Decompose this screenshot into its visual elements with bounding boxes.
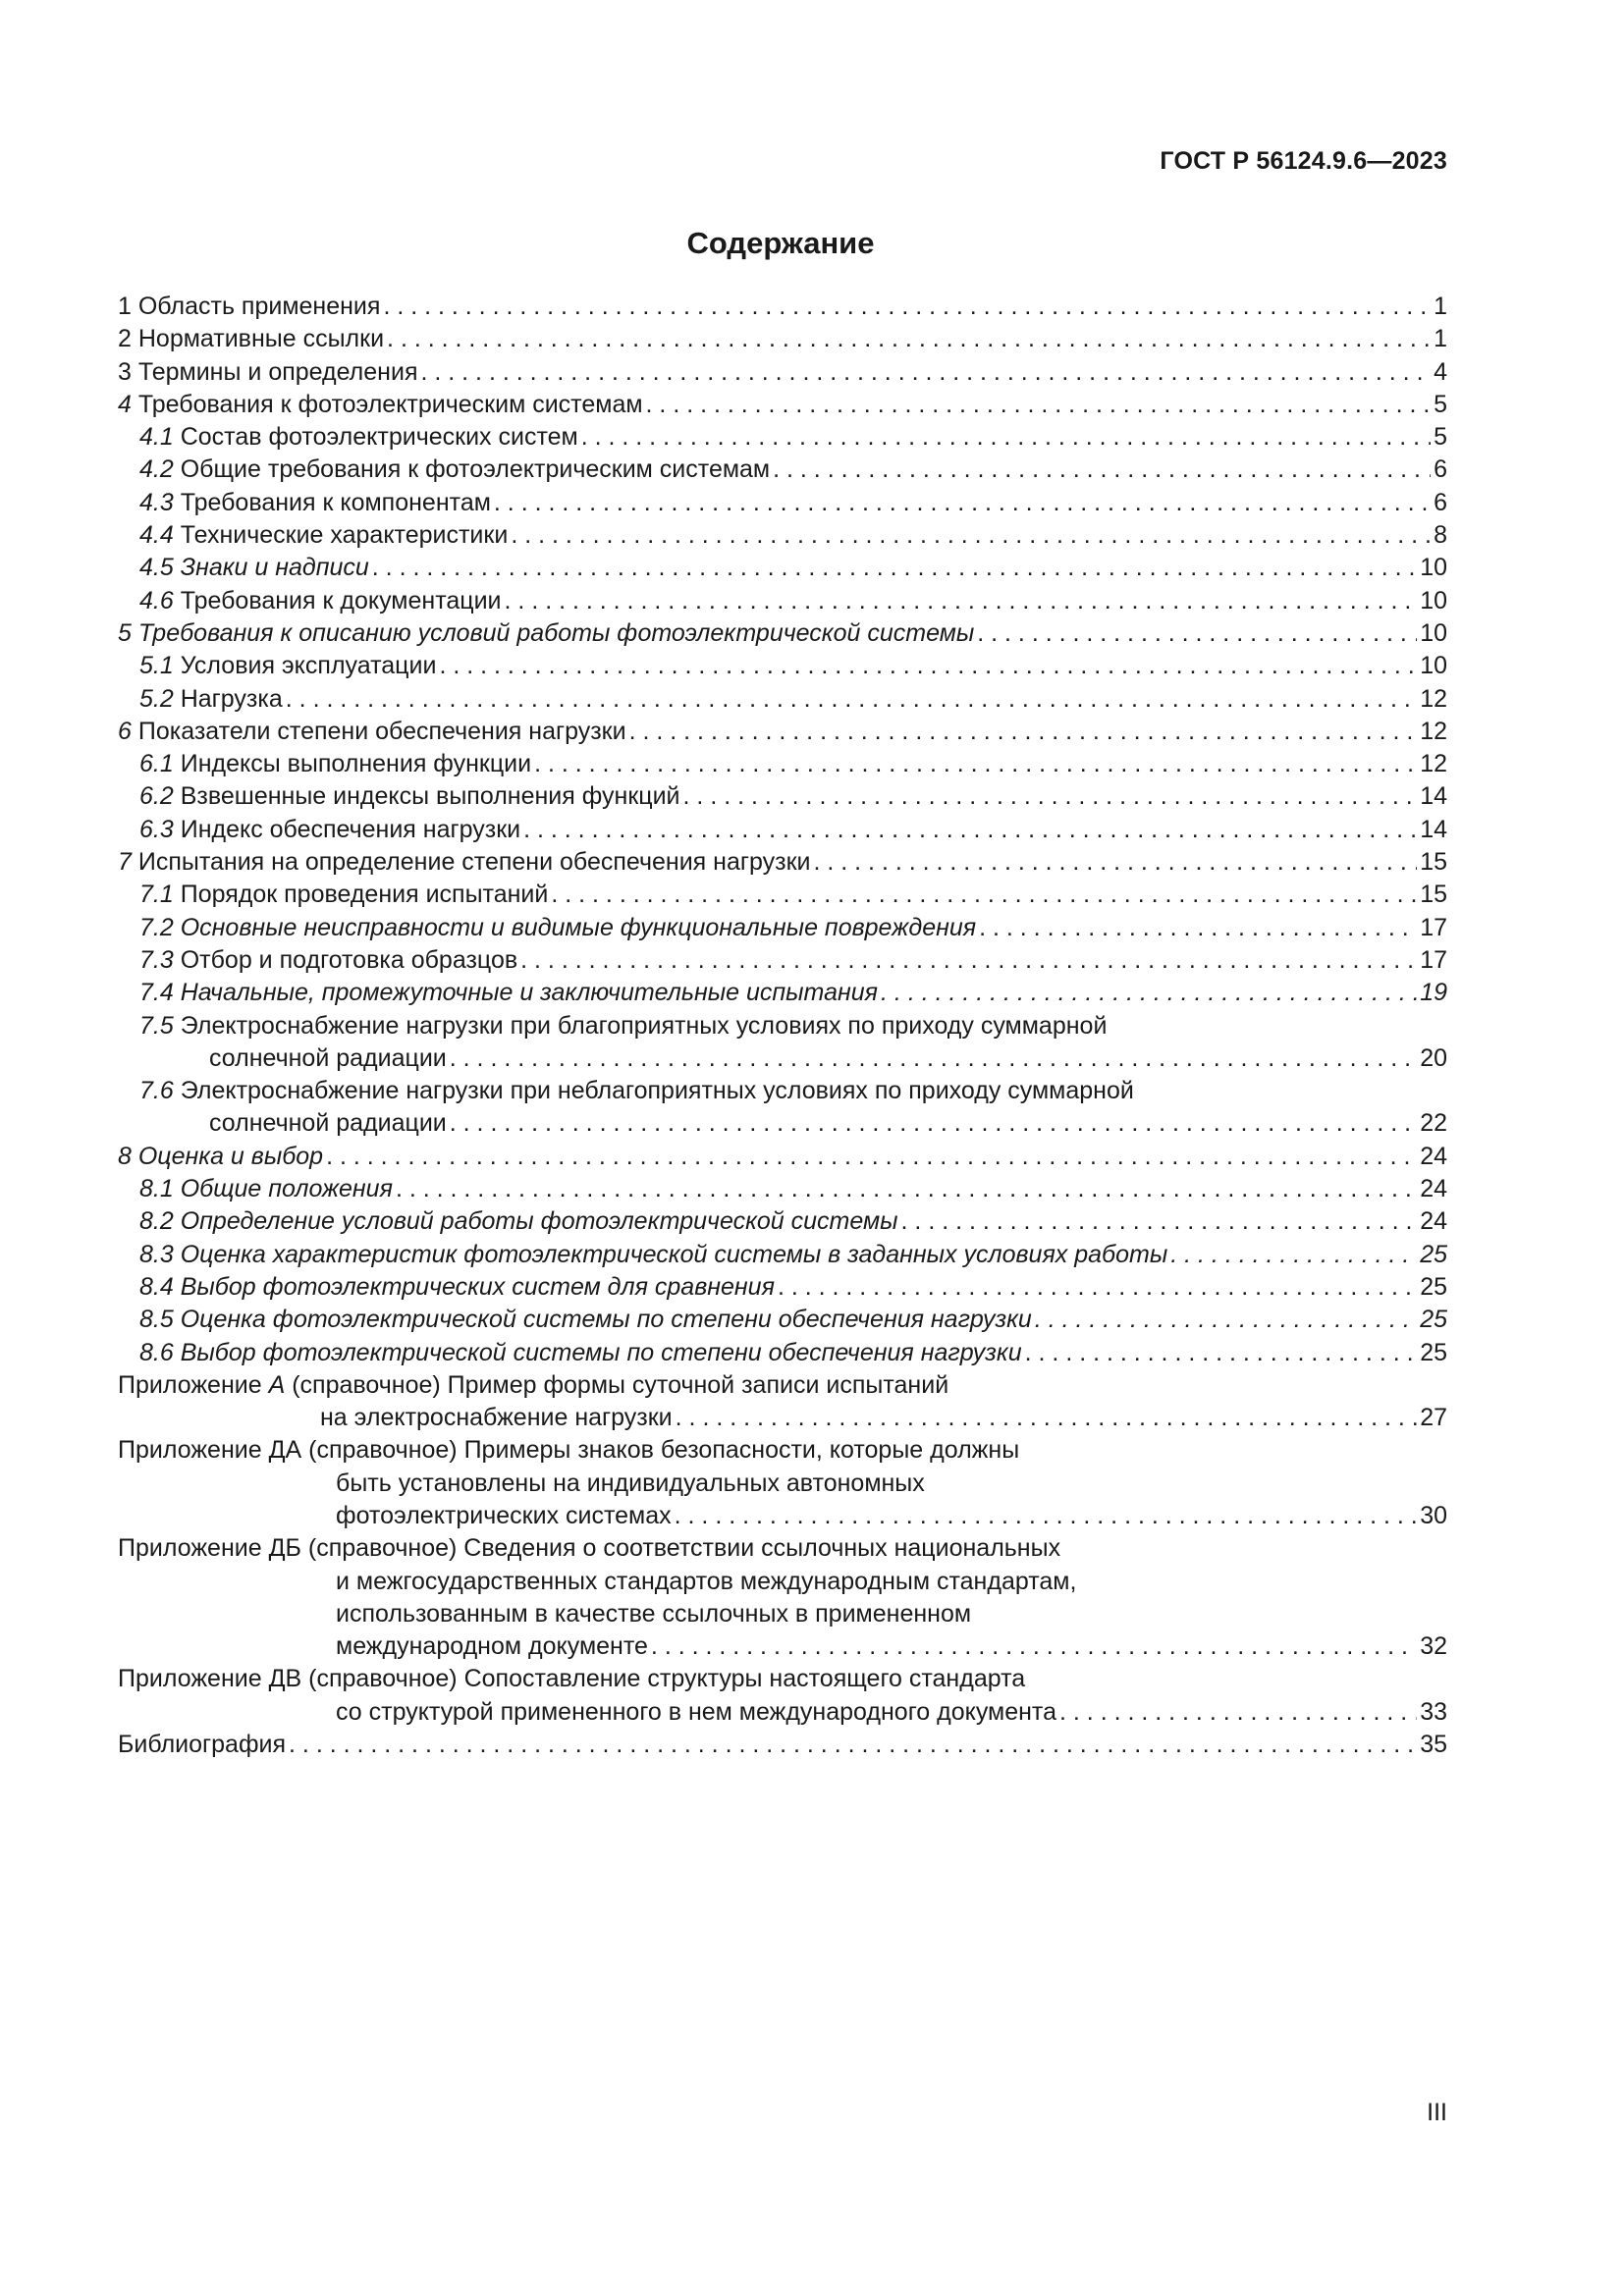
toc-number: 7.5 [139,1011,174,1040]
toc-page: 15 [1420,848,1447,877]
appendix-letter: А [268,1370,286,1399]
toc-title: Начальные, промежуточные и заключительные испытания [180,979,879,1007]
toc-entry-2[interactable] [118,323,1447,355]
toc-title: Оценка и выбор [137,1142,324,1170]
toc-leader [979,912,1417,944]
toc-leader [387,323,1431,355]
toc-page: 10 [1420,586,1447,614]
toc-page: 4 [1434,357,1447,386]
appendix-title: (справочное) Сведения о соответствии ссылочных национальных [307,1534,1061,1563]
toc-number: 4.5 [139,554,174,582]
toc-number: 5.1 [139,652,174,680]
toc-leader [511,519,1431,552]
toc-title: Показатели степени обеспечения нагрузки [137,717,626,745]
toc-title: Порядок проведения испытаний [180,881,549,909]
toc-title: Оценка характеристик фотоэлектрической системы в заданных условиях работы [180,1240,1168,1268]
toc-leader [651,1630,1417,1663]
toc-entry-8-6[interactable] [118,1337,1447,1369]
appendix-title-continuation: быть установлены на индивидуальных автономных [336,1468,925,1497]
appendix-prefix: Приложение [118,1370,262,1399]
toc-title: Испытания на определение степени обеспечения нагрузки [137,848,811,877]
toc-entry-4-5[interactable] [118,552,1447,584]
page-title: Содержание [686,226,875,260]
toc-leader [534,748,1417,780]
toc-leader [551,879,1417,911]
toc-page: 20 [1420,1043,1447,1072]
toc-leader [286,683,1417,716]
toc-page: 25 [1420,1306,1447,1334]
toc-title: Нормативные ссылки [137,325,385,353]
toc-appendix-da[interactable] [118,1434,1447,1532]
toc-page: 6 [1434,455,1447,484]
toc-leader [523,814,1417,846]
toc-entry-6-1[interactable] [118,748,1447,780]
appendix-prefix: Приложение ДА [118,1436,302,1465]
toc-page: 25 [1420,1338,1447,1366]
toc-page: 35 [1420,1731,1447,1759]
toc-title-continuation: солнечной радиации [209,1043,447,1072]
toc-page: 12 [1420,684,1447,713]
toc-leader [675,1500,1418,1532]
toc-title: Индексы выполнения функции [180,750,532,778]
toc-leader [420,356,1431,389]
toc-entry-4-1[interactable] [118,421,1447,454]
toc-page: 24 [1420,1142,1447,1170]
toc-page: 25 [1420,1272,1447,1301]
toc-leader [881,977,1417,1009]
toc-number: 2 [118,325,132,353]
appendix-title: (справочное) Примеры знаков безопасности, которые должны [308,1436,1020,1465]
toc-appendix-a[interactable] [118,1369,1447,1435]
toc-number: 5.2 [139,684,174,713]
toc-entry-8-2[interactable] [118,1205,1447,1238]
toc-number: 3 [118,357,132,386]
toc-page: 17 [1420,945,1447,974]
toc-title: Индекс обеспечения нагрузки [180,815,521,843]
toc-title: Знаки и надписи [180,554,369,582]
toc-number: 5 [118,618,132,647]
toc-page: 33 [1420,1697,1447,1726]
toc-entry-1[interactable] [118,291,1447,323]
toc-title: Условия эксплуатации [180,652,437,680]
toc-page: 24 [1420,1175,1447,1203]
toc-number: 4 [118,390,132,418]
toc-page: 5 [1434,423,1447,452]
toc-title: Выбор фотоэлектрических систем для сравнения [180,1272,775,1301]
toc-bibliography[interactable] [118,1729,1447,1761]
toc-entry-8-5[interactable] [118,1304,1447,1336]
toc-appendix-dv[interactable] [118,1663,1447,1729]
toc-page: 19 [1420,979,1447,1007]
toc-entry-7-1[interactable] [118,879,1447,911]
toc-title: Определение условий работы фотоэлектрической системы [180,1207,898,1236]
toc-number: 4.1 [139,423,174,452]
toc-leader [383,291,1431,323]
toc-title: Взвешенные индексы выполнения функций [180,782,680,811]
toc-entry-7-5[interactable] [118,1010,1447,1076]
toc-number: 8.2 [139,1207,174,1236]
toc-entry-8[interactable] [118,1141,1447,1173]
toc-page: 17 [1420,913,1447,941]
document-id: ГОСТ Р 56124.9.6—2023 [1160,147,1447,175]
page-number: III [1427,2099,1447,2126]
toc-title: Электроснабжение нагрузки при неблагоприятных условиях по приходу суммарной [180,1077,1134,1105]
toc-entry-8-3[interactable] [118,1239,1447,1271]
toc-leader [1170,1239,1417,1271]
toc-entry-8-1[interactable] [118,1173,1447,1205]
toc-page: 25 [1420,1240,1447,1268]
appendix-title: (справочное) Сопоставление структуры настоящего стандарта [308,1665,1026,1693]
toc-entry-5[interactable] [118,617,1447,650]
toc-leader [629,716,1418,748]
toc-page: 30 [1420,1501,1447,1529]
table-of-contents [118,291,1447,1761]
toc-number: 7.1 [139,881,174,909]
toc-number: 8 [118,1142,132,1170]
toc-entry-7-4[interactable] [118,977,1447,1009]
toc-number: 8.6 [139,1338,174,1366]
toc-page: 14 [1420,815,1447,843]
appendix-title-continuation: со структурой примененного в нем международного документа [336,1697,1057,1726]
toc-title: Библиография [118,1731,287,1759]
toc-number: 6 [118,717,132,745]
toc-leader [450,1107,1417,1140]
appendix-prefix: Приложение ДБ [118,1534,301,1563]
toc-leader [372,552,1417,584]
toc-entry-7[interactable] [118,846,1447,879]
toc-leader [778,1271,1417,1304]
appendix-title-continuation: фотоэлектрических системах [336,1501,672,1529]
toc-entry-4-2[interactable] [118,454,1447,486]
toc-number: 4.6 [139,586,174,614]
toc-leader [646,389,1432,421]
toc-number: 7.4 [139,979,174,1007]
toc-number: 6.1 [139,750,174,778]
toc-title: Требования к описанию условий работы фотоэлектрической системы [137,618,975,647]
toc-number: 7.3 [139,945,174,974]
toc-number: 6.3 [139,815,174,843]
toc-entry-7-3[interactable] [118,944,1447,977]
toc-title: Технические характеристики [180,521,509,550]
toc-entry-8-4[interactable] [118,1271,1447,1304]
appendix-title-continuation: и межгосударственных стандартов международным стандартам, [336,1567,1077,1595]
toc-entry-7-6[interactable] [118,1075,1447,1141]
toc-leader [520,944,1417,977]
toc-number: 4.4 [139,521,174,550]
toc-title-continuation: солнечной радиации [209,1109,447,1138]
toc-leader [901,1205,1418,1238]
toc-number: 4.3 [139,488,174,516]
toc-title: Состав фотоэлектрических систем [180,423,578,452]
toc-title: Нагрузка [180,684,283,713]
toc-title: Основные неисправности и видимые функциональные повреждения [180,913,977,941]
toc-entry-4-4[interactable] [118,519,1447,552]
toc-title: Отбор и подготовка образцов [180,945,518,974]
toc-leader [977,617,1417,650]
toc-entry-3[interactable] [118,356,1447,389]
toc-title: Область применения [137,293,381,320]
toc-number: 4.2 [139,455,174,484]
toc-page: 8 [1434,521,1447,550]
toc-entry-5-2[interactable] [118,683,1447,716]
toc-entry-6-3[interactable] [118,814,1447,846]
toc-number: 8.4 [139,1272,174,1301]
toc-number: 8.3 [139,1240,174,1268]
toc-title: Требования к компонентам [180,488,491,516]
toc-page: 5 [1434,390,1447,418]
appendix-title: (справочное) Пример формы суточной записи испытаний [292,1370,949,1399]
toc-page: 24 [1420,1207,1447,1236]
toc-entry-4-3[interactable] [118,487,1447,519]
toc-leader [505,585,1418,617]
toc-title: Общие требования к фотоэлектрическим системам [180,455,771,484]
appendix-title-continuation: использованным в качестве ссылочных в примененном [336,1599,972,1628]
toc-leader [289,1729,1417,1761]
toc-title: Требования к документации [180,586,502,614]
toc-appendix-db[interactable] [118,1532,1447,1663]
toc-number: 8.5 [139,1306,174,1334]
toc-entry-4-6[interactable] [118,585,1447,617]
toc-number: 1 [118,293,132,320]
toc-number: 6.2 [139,782,174,811]
toc-title: Требования к фотоэлектрическим системам [137,390,643,418]
toc-page: 1 [1434,293,1447,320]
toc-page: 22 [1420,1109,1447,1138]
appendix-title-continuation: на электроснабжение нагрузки [320,1404,673,1432]
toc-title: Термины и определения [137,357,418,386]
toc-title: Электроснабжение нагрузки при благоприятных условиях по приходу суммарной [180,1011,1108,1040]
toc-number: 7 [118,848,132,877]
toc-page: 10 [1420,554,1447,582]
toc-page: 10 [1420,652,1447,680]
toc-entry-6-2[interactable] [118,780,1447,813]
toc-page: 10 [1420,618,1447,647]
toc-entry-6[interactable] [118,716,1447,748]
toc-page: 27 [1420,1404,1447,1432]
toc-page: 6 [1434,488,1447,516]
toc-leader [1059,1696,1417,1729]
toc-leader [683,780,1418,813]
toc-leader [439,650,1417,682]
toc-page: 15 [1420,881,1447,909]
toc-leader [773,454,1431,486]
appendix-prefix: Приложение ДВ [118,1665,302,1693]
toc-leader [1035,1304,1417,1336]
toc-page: 12 [1420,717,1447,745]
toc-entry-5-1[interactable] [118,650,1447,682]
toc-entry-4[interactable] [118,389,1447,421]
toc-number: 7.2 [139,913,174,941]
toc-entry-7-2[interactable] [118,912,1447,944]
appendix-title-continuation: международном документе [336,1632,648,1661]
toc-leader [1025,1337,1418,1369]
toc-title: Общие положения [180,1175,393,1203]
toc-page: 1 [1434,325,1447,353]
toc-title: Оценка фотоэлектрической системы по степени обеспечения нагрузки [180,1306,1032,1334]
toc-leader [494,487,1431,519]
toc-title: Выбор фотоэлектрической системы по степени обеспечения нагрузки [180,1338,1022,1366]
toc-leader [581,421,1431,454]
toc-page: 32 [1420,1632,1447,1661]
toc-leader [813,846,1417,879]
toc-leader [450,1042,1417,1075]
toc-number: 8.1 [139,1175,174,1203]
toc-page: 14 [1420,782,1447,811]
toc-number: 7.6 [139,1077,174,1105]
toc-leader [396,1173,1417,1205]
toc-leader [326,1141,1417,1173]
toc-page: 12 [1420,750,1447,778]
toc-leader [676,1402,1418,1434]
